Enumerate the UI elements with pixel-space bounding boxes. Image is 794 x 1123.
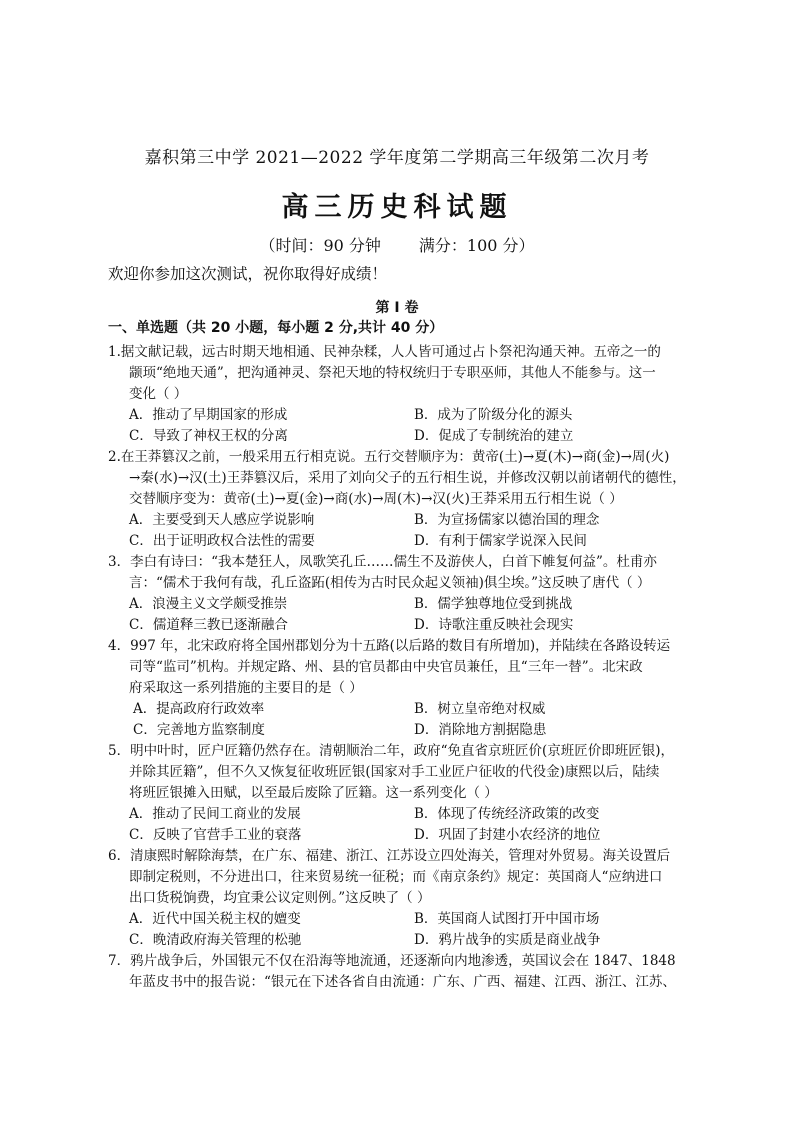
question-2-line-1: 2.在王莽篡汉之前，一般采用五行相克说。五行交替顺序为：黄帝(土)→夏(木)→商(金)→周(火) <box>108 449 670 465</box>
question-6-line-2: 即制定税则，不分进出口，往来贸易统一征税；而《南京条约》规定：英国商人“应纳进口 <box>129 869 663 885</box>
question-6-option-b[interactable]: B．英国商人试图打开中国市场 <box>414 911 600 927</box>
question-3-option-b[interactable]: B．儒学独尊地位受到挑战 <box>414 596 573 612</box>
question-5-option-d[interactable]: D．巩固了封建小农经济的地位 <box>414 827 601 843</box>
question-1-line-3: 变化（ ） <box>129 386 188 402</box>
question-6-line-3: 出口货税饷费，均宜秉公议定则例。”这反映了（ ） <box>129 890 431 906</box>
question-5-option-b[interactable]: B．体现了传统经济政策的改变 <box>414 806 600 822</box>
question-2-line-2: →秦(水)→汉(土)王莽篡汉后，采用了刘向父子的五行相生说，并修改汉朝以前诸朝代的德性， <box>129 470 686 486</box>
question-3-option-c[interactable]: C．儒道释三教已逐渐融合 <box>129 617 288 633</box>
question-1-option-c[interactable]: C．导致了神权王权的分离 <box>129 428 288 444</box>
question-2-option-c[interactable]: C．出于证明政权合法性的需要 <box>129 533 315 549</box>
question-1-option-b[interactable]: B．成为了阶级分化的源头 <box>414 407 573 423</box>
welcome-text: 欢迎你参加这次测试，祝你取得好成绩！ <box>108 265 388 283</box>
question-4-option-a[interactable]: A．提高政府行政效率 <box>133 701 265 717</box>
question-1-line-2: 颛顼“绝地天通”，把沟通神灵、祭祀天地的特权统归于专职巫师，其他人不能参与。这一 <box>129 365 656 381</box>
question-1-option-d[interactable]: D．促成了专制统治的建立 <box>414 428 574 444</box>
question-2-option-d[interactable]: D．有利于儒家学说深入民间 <box>414 533 587 549</box>
question-4-option-c[interactable]: C．完善地方监察制度 <box>133 722 265 738</box>
question-5-line-1: 5．明中叶时，匠户匠籍仍然存在。清朝顺治二年，政府“免直省京班匠价(京班匠价即班匠银)， <box>108 743 675 759</box>
question-6-line-1: 6．清康熙时解除海禁，在广东、福建、浙江、江苏设立四处海关，管理对外贸易。海关设置后 <box>108 848 671 864</box>
part-title: 第 I 卷 <box>375 300 419 316</box>
question-1-option-a[interactable]: A．推动了早期国家的形成 <box>129 407 288 423</box>
exam-time: （时间：90 分钟 <box>259 236 381 255</box>
question-2-line-3: 交替顺序变为：黄帝(土)→夏(金)→商(水)→周(木)→汉(火)王莽采用五行相生说（ ） <box>129 491 623 507</box>
question-3-line-1: 3．李白有诗曰：“我本楚狂人，凤歌笑孔丘……儒生不及游侠人，白首下帷复何益”。杜甫亦 <box>108 554 657 570</box>
question-4-option-d[interactable]: D．消除地方割据隐患 <box>414 722 547 738</box>
question-3-option-a[interactable]: A．浪漫主义文学颇受推崇 <box>129 596 288 612</box>
question-4-line-2: 司等“监司”机构。并规定路、州、县的官员都由中央官员兼任，且“三年一替”。北宋政 <box>129 659 643 675</box>
question-6-option-d[interactable]: D．鸦片战争的实质是商业战争 <box>414 932 601 948</box>
page-title: 高三历史科试题 <box>281 192 513 223</box>
question-7-line-1: 7．鸦片战争后，外国银元不仅在沿海等地流通，还逐渐向内地渗透，英国议会在 1847、1848 <box>108 953 676 969</box>
section-title: 一、单选题（共 20 小题，每小题 2 分,共计 40 分） <box>108 320 444 336</box>
question-1-line-1: 1.据文献记载，远古时期天地相通、民神杂糅，人人皆可通过占卜祭祀沟通天神。五帝之一的 <box>108 344 661 360</box>
question-5-option-a[interactable]: A．推动了民间工商业的发展 <box>129 806 301 822</box>
question-3-option-d[interactable]: D．诗歌注重反映社会现实 <box>414 617 574 633</box>
question-4-option-b[interactable]: B．树立皇帝绝对权威 <box>414 701 546 717</box>
question-2-option-b[interactable]: B．为宣扬儒家以德治国的理念 <box>414 512 600 528</box>
question-6-option-a[interactable]: A．近代中国关税主权的嬗变 <box>129 911 301 927</box>
exam-info <box>0 233 794 256</box>
question-7-line-2: 年蓝皮书中的报告说：“银元在下述各省自由流通：广东、广西、福建、江西、浙江、江苏、 <box>129 974 676 990</box>
question-4-line-3: 府采取这一系列措施的主要目的是（ ） <box>129 680 363 696</box>
question-3-line-2: 言：“儒术于我何有哉，孔丘盗跖(相传为古时民众起义领袖)俱尘埃。”这反映了唐代（ ） <box>129 575 651 591</box>
question-5-option-c[interactable]: C．反映了官营手工业的衰落 <box>129 827 302 843</box>
exam-score: 满分：100 分） <box>418 236 535 255</box>
question-5-line-3: 将班匠银摊入田赋，以至最后废除了匠籍。这一系列变化（ ） <box>129 785 498 801</box>
school-exam-title: 嘉积第三中学 2021—2022 学年度第二学期高三年级第二次月考 <box>144 148 650 168</box>
question-4-line-1: 4．997 年，北宋政府将全国州郡划分为十五路(以后路的数目有所增加)，并陆续在各路设转运 <box>108 638 671 654</box>
question-6-option-c[interactable]: C．晚清政府海关管理的松驰 <box>129 932 302 948</box>
question-5-line-2: 并除其匠籍”，但不久又恢复征收班匠银(国家对手工业匠户征收的代役金)康熙以后，陆续 <box>129 764 660 780</box>
question-2-option-a[interactable]: A．主要受到天人感应学说影响 <box>129 512 315 528</box>
